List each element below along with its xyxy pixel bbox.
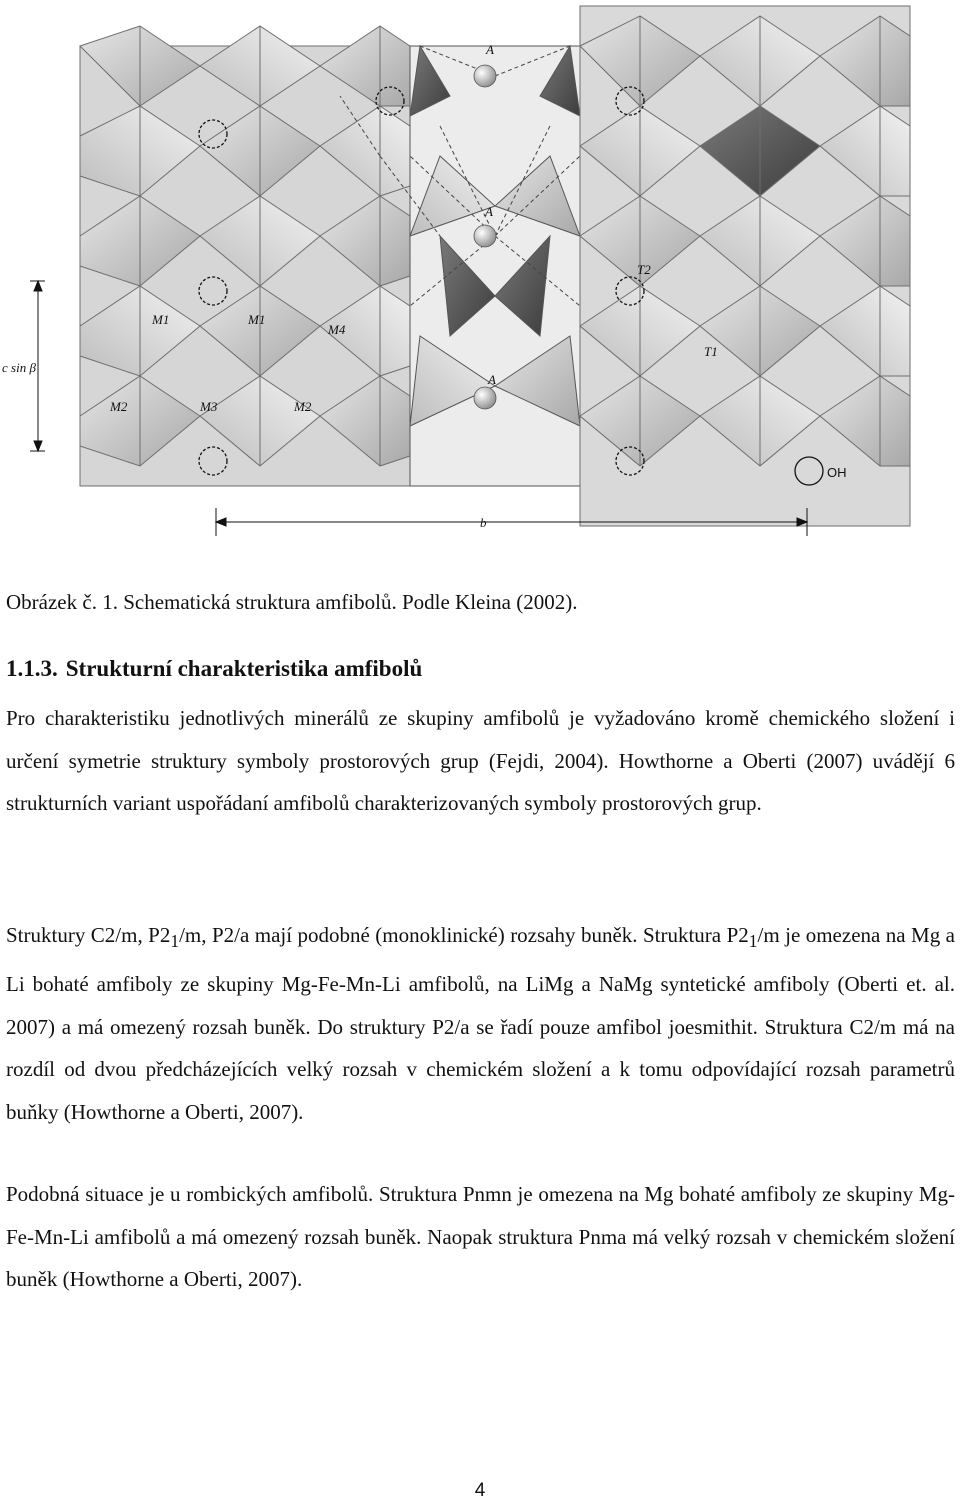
svg-text:A: A	[486, 42, 494, 57]
octahedral-band-right	[580, 6, 910, 526]
b-label: b	[480, 515, 487, 530]
p2-sub-b: 1	[748, 931, 758, 952]
svg-text:OH: OH	[827, 465, 847, 480]
svg-text:T1: T1	[704, 344, 718, 359]
structure-diagram	[2, 6, 910, 541]
paragraph-3: Podobná situace je u rombických amfibolů. Struktura Pnmn je omezena na Mg bohaté amfiboly ze skupiny Mg-Fe-Mn-Li amfibolů a má omezený rozsah buněk. Naopak struktura Pnma má velký rozsah v chemickém složení buněk (Howthorne a Oberti, 2007).	[6, 1182, 955, 1292]
svg-text:M1: M1	[248, 312, 266, 327]
svg-text:M3: M3	[200, 399, 218, 414]
svg-text:T2: T2	[637, 262, 651, 277]
section-number: 1.1.3.	[6, 656, 58, 681]
page-number: 4	[474, 1480, 486, 1501]
octahedral-band-left	[80, 26, 410, 486]
svg-text:M4: M4	[328, 322, 346, 337]
section-title: Strukturní charakteristika amfibolů	[65, 656, 423, 681]
figure-caption: Obrázek č. 1. Schematická struktura amfibolů. Podle Kleina (2002).	[6, 590, 578, 614]
svg-text:M2: M2	[110, 399, 128, 414]
svg-text:M2: M2	[294, 399, 312, 414]
p2-part-b: /m, P2/a mají podobné (monoklinické) rozsahy buněk. Struktura P2	[179, 923, 749, 947]
c-sin-beta-label: c sin β	[2, 360, 36, 375]
p2-part-c: /m je omezena na Mg a Li bohaté amfiboly ze skupiny Mg-Fe-Mn-Li amfibolů, na LiMg a NaMg syntetické amfiboly (Oberti et. al. 2007) a má omezený rozsah buněk. Do struktury P2/a se řadí pouze amfibol joesmithit. Struktura C2/m má na rozdíl od dvou předcházejících velký rozsah v chemickém složení a k tomu odpovídající rozsah parametrů buňky (Howthorne a Oberti, 2007).	[6, 923, 955, 1124]
p2-part-a: Struktury C2/m, P2	[6, 923, 171, 947]
section-heading	[6, 656, 430, 682]
svg-text:A: A	[488, 372, 496, 387]
paragraph-2	[6, 914, 955, 1134]
structure-figure	[2, 6, 910, 541]
paragraph-1: Pro charakteristiku jednotlivých minerálů ze skupiny amfibolů je vyžadováno kromě chemického složení i určení symetrie struktury symboly prostorových grup (Fejdi, 2004). Howthorne a Oberti (2007) uvádějí 6 strukturních variant uspořádaní amfibolů charakterizovaných symboly prostorových grup.	[6, 706, 955, 816]
svg-text:M1: M1	[152, 312, 170, 327]
svg-text:A: A	[485, 204, 493, 219]
p2-sub-a: 1	[170, 931, 180, 952]
